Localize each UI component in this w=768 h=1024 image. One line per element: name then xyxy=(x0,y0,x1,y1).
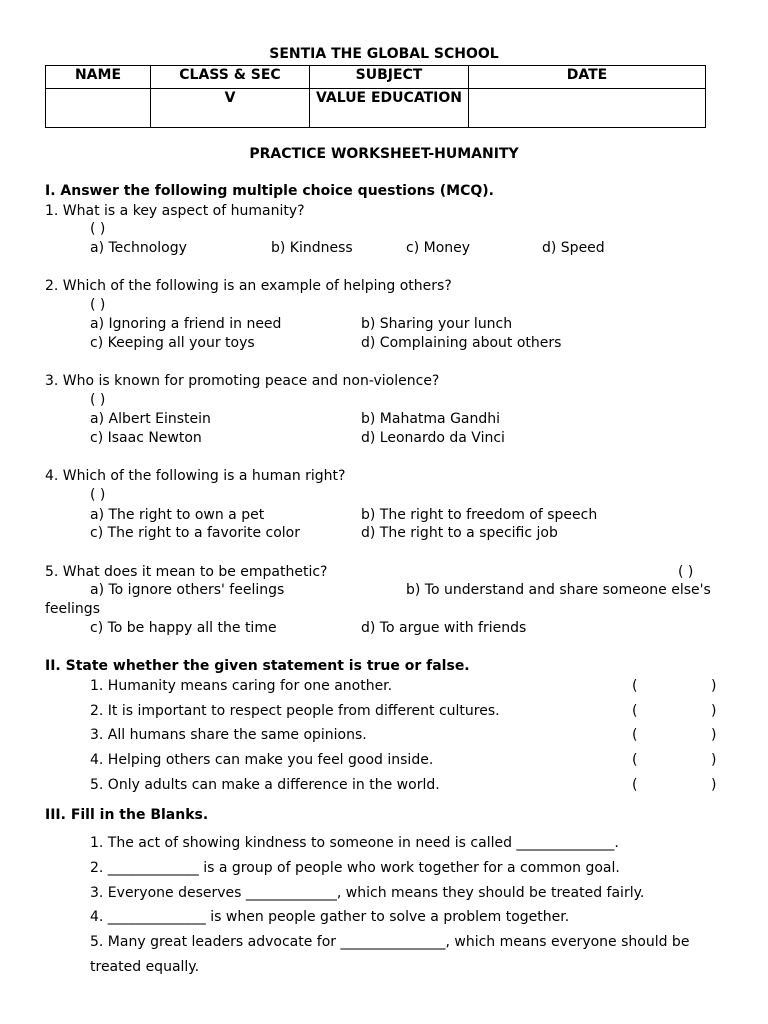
table-value-row xyxy=(46,89,706,128)
tf-item-2: 2. It is important to respect people from different cultures. xyxy=(90,703,500,719)
q4-option-c: c) The right to a favorite color xyxy=(90,525,301,541)
fill-item-5-continued: treated equally. xyxy=(90,959,200,975)
tf-paren-close-3: ) xyxy=(711,727,717,743)
q5-option-c: c) To be happy all the time xyxy=(90,620,277,636)
fill-item-3[interactable]: 3. Everyone deserves _____________, which means they should be treated fairly. xyxy=(90,885,645,901)
tf-paren-open-2[interactable]: ( xyxy=(632,703,638,719)
q3-option-a: a) Albert Einstein xyxy=(90,411,211,427)
section2-heading: II. State whether the given statement is true or false. xyxy=(45,658,470,674)
tf-paren-close-4: ) xyxy=(711,752,717,768)
fill-item-2[interactable]: 2. _____________ is a group of people who work together for a common goal. xyxy=(90,860,620,876)
q2-option-a: a) Ignoring a friend in need xyxy=(90,316,282,332)
table-header-row xyxy=(46,66,706,89)
tf-paren-close-2: ) xyxy=(711,703,717,719)
q3-option-d: d) Leonardo da Vinci xyxy=(361,430,505,446)
q2-option-b: b) Sharing your lunch xyxy=(361,316,513,332)
q5-text: 5. What does it mean to be empathetic? xyxy=(45,564,328,580)
worksheet-title: PRACTICE WORKSHEET-HUMANITY xyxy=(249,146,519,162)
q1-option-b: b) Kindness xyxy=(271,240,353,256)
student-info-table xyxy=(45,65,706,128)
q1-option-a: a) Technology xyxy=(90,240,187,256)
tf-paren-close-5: ) xyxy=(711,777,717,793)
q5-option-b: b) To understand and share someone else's xyxy=(406,582,711,598)
section1-heading: I. Answer the following multiple choice questions (MCQ). xyxy=(45,183,494,199)
fill-item-5[interactable]: 5. Many great leaders advocate for _______________, which means everyone should be xyxy=(90,934,690,950)
fill-item-1[interactable]: 1. The act of showing kindness to someone in need is called ______________. xyxy=(90,835,619,851)
q3-option-c: c) Isaac Newton xyxy=(90,430,202,446)
q2-answer-box[interactable]: ( ) xyxy=(90,297,106,313)
value-subject: VALUE EDUCATION xyxy=(310,89,469,128)
q4-option-d: d) The right to a specific job xyxy=(361,525,558,541)
tf-paren-close-1: ) xyxy=(711,678,717,694)
tf-item-4: 4. Helping others can make you feel good inside. xyxy=(90,752,434,768)
q3-answer-box[interactable]: ( ) xyxy=(90,392,106,408)
q4-option-b: b) The right to freedom of speech xyxy=(361,507,598,523)
tf-paren-open-1[interactable]: ( xyxy=(632,678,638,694)
q2-option-c: c) Keeping all your toys xyxy=(90,335,255,351)
tf-paren-open-5[interactable]: ( xyxy=(632,777,638,793)
tf-item-5: 5. Only adults can make a difference in the world. xyxy=(90,777,440,793)
section3-heading: III. Fill in the Blanks. xyxy=(45,807,209,823)
header-subject: SUBJECT xyxy=(310,66,469,89)
q3-option-b: b) Mahatma Gandhi xyxy=(361,411,501,427)
tf-paren-open-4[interactable]: ( xyxy=(632,752,638,768)
value-date[interactable] xyxy=(469,89,706,128)
q1-option-d: d) Speed xyxy=(542,240,605,256)
tf-item-1: 1. Humanity means caring for one another. xyxy=(90,678,393,694)
q1-text: 1. What is a key aspect of humanity? xyxy=(45,203,305,219)
q1-answer-box[interactable]: ( ) xyxy=(90,221,106,237)
q4-option-a: a) The right to own a pet xyxy=(90,507,265,523)
q5-option-b-continued: feelings xyxy=(45,601,100,617)
q1-option-c: c) Money xyxy=(406,240,471,256)
q5-answer-box[interactable]: ( ) xyxy=(678,564,694,580)
school-name: SENTIA THE GLOBAL SCHOOL xyxy=(269,46,499,62)
header-name: NAME xyxy=(46,66,151,89)
header-class-sec: CLASS & SEC xyxy=(151,66,310,89)
value-name[interactable] xyxy=(46,89,151,128)
q5-option-d: d) To argue with friends xyxy=(361,620,527,636)
q2-option-d: d) Complaining about others xyxy=(361,335,562,351)
q2-text: 2. Which of the following is an example of helping others? xyxy=(45,278,452,294)
q4-text: 4. Which of the following is a human right? xyxy=(45,468,346,484)
header-date: DATE xyxy=(469,66,706,89)
value-class-sec: V xyxy=(151,89,310,128)
q3-text: 3. Who is known for promoting peace and non-violence? xyxy=(45,373,440,389)
tf-item-3: 3. All humans share the same opinions. xyxy=(90,727,367,743)
q4-answer-box[interactable]: ( ) xyxy=(90,487,106,503)
tf-paren-open-3[interactable]: ( xyxy=(632,727,638,743)
q5-option-a: a) To ignore others' feelings xyxy=(90,582,285,598)
fill-item-4[interactable]: 4. ______________ is when people gather to solve a problem together. xyxy=(90,909,570,925)
